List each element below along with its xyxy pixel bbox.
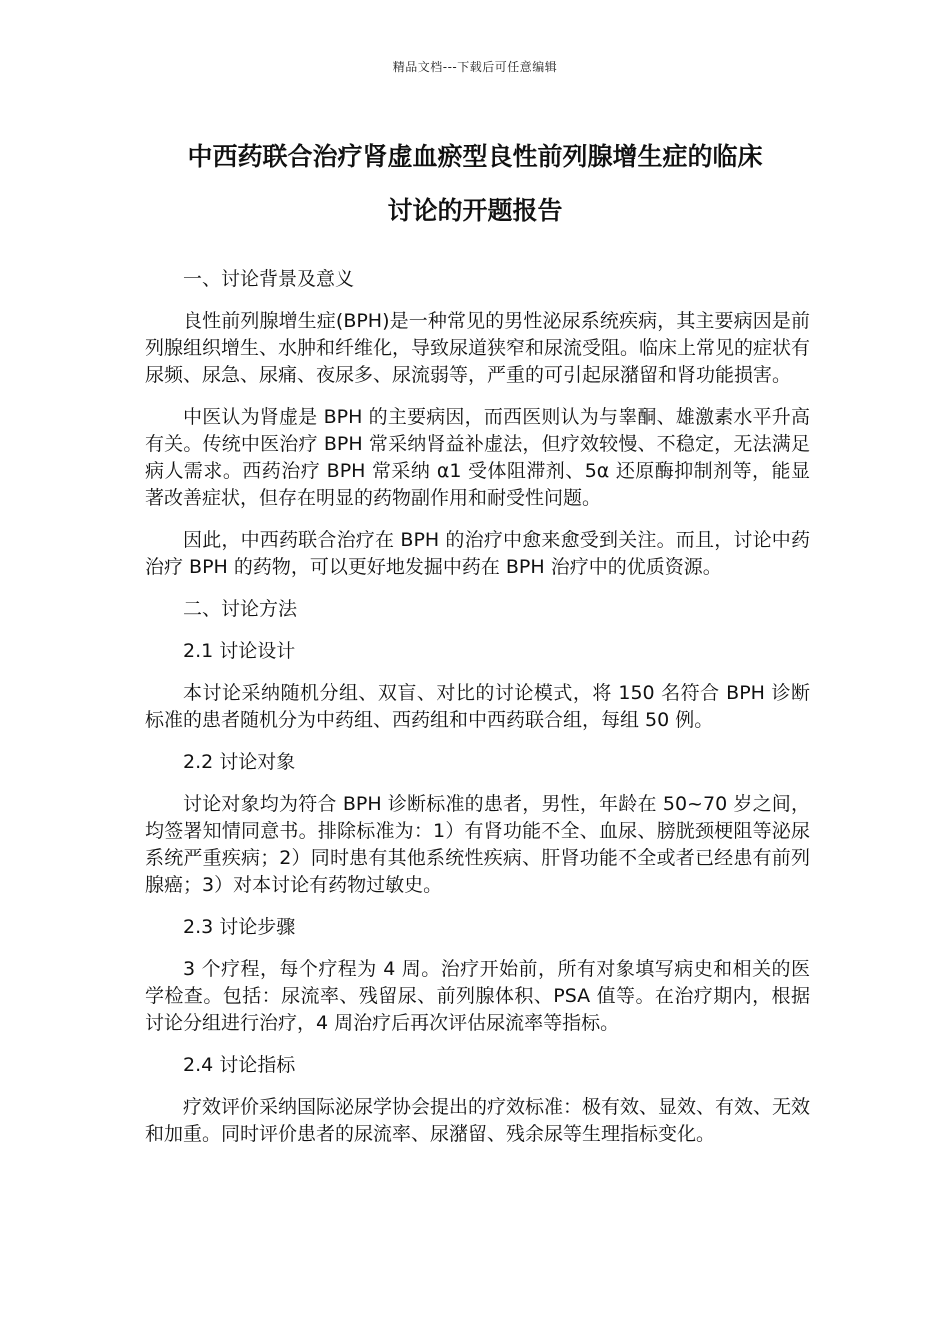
section-heading: 一、讨论背景及意义 [183,268,355,290]
header-note: 精品文档---下载后可任意编辑 [392,60,558,74]
body-paragraph: 3 个疗程，每个疗程为 4 周。治疗开始前，所有对象填写病史和相关的医学检查。包括：尿流率、残留尿、前列腺体积、PSA 值等。在治疗期内，根据讨论分组进行治疗，4 周治疗后再次评估尿流率等指标。 [145,958,810,1034]
body-paragraph: 中医认为肾虚是 BPH 的主要病因，而西医则认为与睾酮、雄激素水平升高有关。传统中医治疗 BPH 常采纳肾益补虚法，但疗效较慢、不稳定，无法满足病人需求。西药治疗 BPH 常采纳 α1 受体阻滞剂、5α 还原酶抑制剂等，能显著改善症状，但存在明显的药物副作用和耐受性问题。 [145,406,810,509]
body-paragraph: 疗效评价采纳国际泌尿学协会提出的疗效标准：极有效、显效、有效、无效和加重。同时评价患者的尿流率、尿潴留、残余尿等生理指标变化。 [145,1096,811,1145]
document-body [145,266,810,1163]
subsection-heading: 2.2 讨论对象 [183,751,296,773]
body-paragraph: 良性前列腺增生症(BPH)是一种常见的男性泌尿系统疾病，其主要病因是前列腺组织增生、水肿和纤维化，导致尿道狭窄和尿流受阻。临床上常见的症状有尿频、尿急、尿痛、夜尿多、尿流弱等，严重的可引起尿潴留和肾功能损害。 [145,310,811,386]
body-paragraph: 讨论对象均为符合 BPH 诊断标准的患者，男性，年龄在 50~70 岁之间，均签署知情同意书。排除标准为：1）有肾功能不全、血尿、膀胱颈梗阻等泌尿系统严重疾病；2）同时患有其他系统性疾病、肝肾功能不全或者已经患有前列腺癌；3）对本讨论有药物过敏史。 [145,793,810,896]
subsection-heading: 2.3 讨论步骤 [183,916,296,938]
subsection-heading: 2.1 讨论设计 [183,640,296,662]
title-line-2: 讨论的开题报告 [387,196,563,225]
document-title [120,130,830,238]
title-line-1: 中西药联合治疗肾虚血瘀型良性前列腺增生症的临床 [187,142,763,171]
section-heading: 二、讨论方法 [183,598,298,620]
body-paragraph: 本讨论采纳随机分组、双盲、对比的讨论模式，将 150 名符合 BPH 诊断标准的患者随机分为中药组、西药组和中西药联合组，每组 50 例。 [145,682,810,731]
subsection-heading: 2.4 讨论指标 [183,1054,296,1076]
body-paragraph: 因此，中西药联合治疗在 BPH 的治疗中愈来愈受到关注。而且，讨论中药治疗 BPH 的药物，可以更好地发掘中药在 BPH 治疗中的优质资源。 [145,529,810,578]
